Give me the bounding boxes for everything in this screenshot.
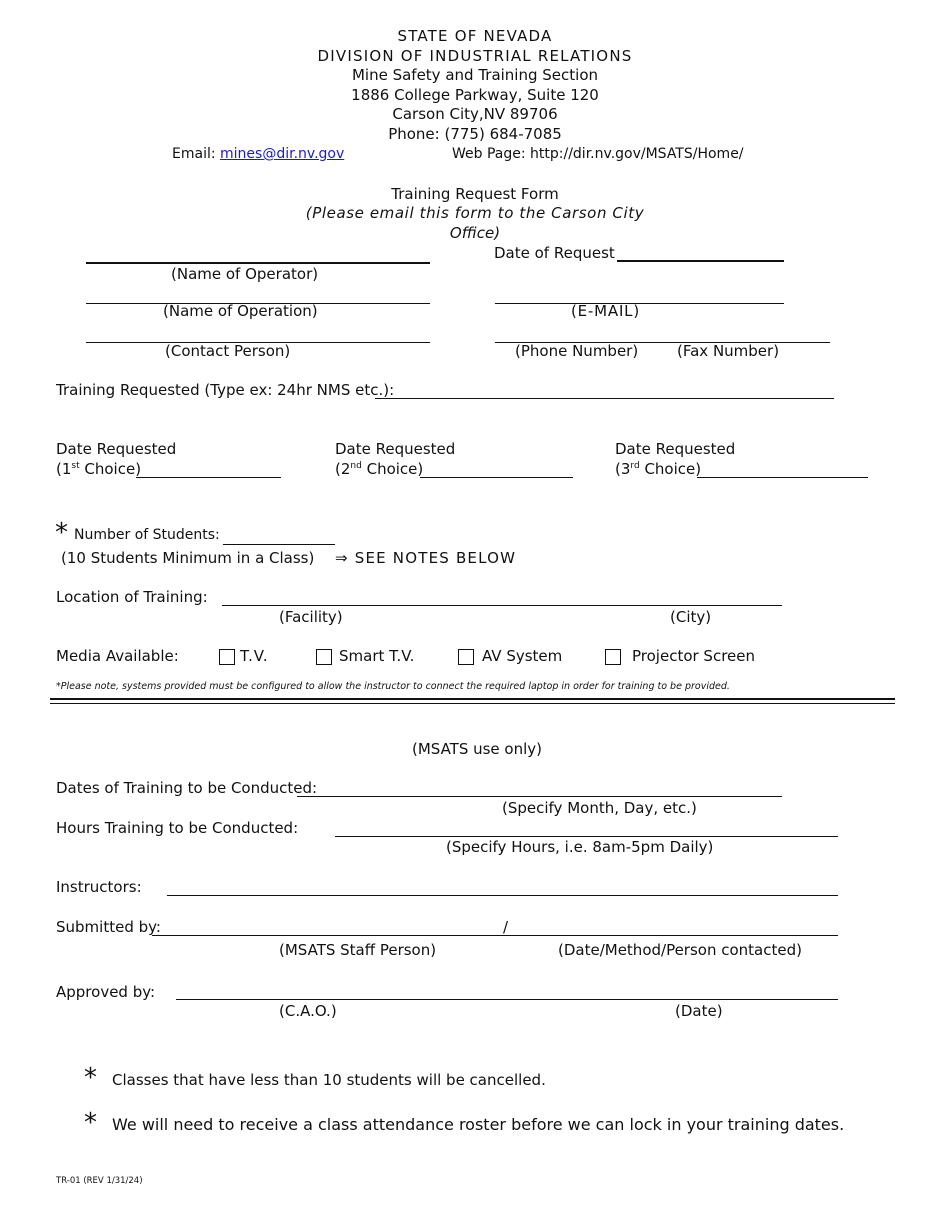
note-1-asterisk-icon: * [84, 1063, 97, 1093]
note-2-asterisk-icon: * [84, 1108, 97, 1138]
choice-1-label: (1st Choice) [56, 460, 142, 478]
email-label: Email: [172, 146, 216, 162]
form-code: TR-01 (REV 1/31/24) [56, 1176, 143, 1186]
email-block [172, 146, 344, 162]
specify-month-caption: (Specify Month, Day, etc.) [502, 799, 697, 817]
date-requested-1-label: Date Requested [56, 440, 177, 458]
number-of-students-field[interactable] [223, 544, 335, 545]
state-title: STATE OF NEVADA [397, 27, 553, 45]
training-requested-label: Training Requested (Type ex: 24hr NMS etc.): [56, 381, 395, 399]
facility-caption: (Facility) [279, 608, 343, 626]
form-subtitle-2: Office) [449, 224, 501, 242]
operator-name-caption: (Name of Operator) [171, 265, 319, 283]
contact-person-caption: (Contact Person) [165, 342, 291, 360]
dates-conducted-label: Dates of Training to be Conducted: [56, 779, 318, 797]
av-system-checkbox[interactable] [458, 649, 474, 665]
date-requested-3-label: Date Requested [615, 440, 736, 458]
location-field[interactable] [222, 605, 782, 606]
date-choice-1-field[interactable] [136, 477, 281, 478]
date-requested-2-label: Date Requested [335, 440, 456, 458]
note-1: Classes that have less than 10 students will be cancelled. [112, 1071, 546, 1089]
date-of-request-label: Date of Request [494, 244, 615, 262]
form-title: Training Request Form [391, 185, 559, 203]
submitted-by-label: Submitted by: [56, 918, 161, 936]
smart-tv-checkbox[interactable] [316, 649, 332, 665]
letterhead [0, 27, 950, 144]
see-notes-below: ⇒ SEE NOTES BELOW [335, 549, 517, 567]
address-line: 1886 College Parkway, Suite 120 [351, 85, 599, 104]
form-subtitle-1: (Please email this form to the Carson City [305, 204, 645, 222]
city-line: Carson City,NV 89706 [392, 105, 558, 123]
media-available-label: Media Available: [56, 647, 179, 665]
date-choice-3-field[interactable] [697, 477, 868, 478]
projector-screen-option-label: Projector Screen [632, 647, 756, 665]
date-caption: (Date) [675, 1002, 723, 1020]
choice-3-label: (3rd Choice) [615, 460, 702, 478]
instructors-field[interactable] [167, 895, 838, 896]
fax-number-caption: (Fax Number) [677, 342, 780, 360]
msats-use-only: (MSATS use only) [411, 740, 543, 758]
division-title: DIVISION OF INDUSTRIAL RELATIONS [317, 46, 633, 65]
date-of-request-field[interactable] [617, 260, 784, 262]
students-minimum-note: (10 Students Minimum in a Class) [61, 549, 315, 567]
phone-number-caption: (Phone Number) [515, 342, 639, 360]
hours-conducted-field[interactable] [335, 836, 838, 837]
hours-conducted-label: Hours Training to be Conducted: [56, 819, 299, 837]
cao-caption: (C.A.O.) [279, 1002, 337, 1020]
email-caption: (E-MAIL) [571, 302, 640, 320]
staff-person-caption: (MSATS Staff Person) [279, 941, 437, 959]
date-method-caption: (Date/Method/Person contacted) [558, 941, 802, 959]
submitted-by-field[interactable] [152, 935, 838, 936]
tv-checkbox[interactable] [219, 649, 235, 665]
dates-conducted-field[interactable] [297, 796, 782, 797]
tv-option-label: T.V. [240, 647, 269, 665]
approved-by-field[interactable] [176, 999, 838, 1000]
approved-by-label: Approved by: [56, 983, 156, 1001]
instructors-label: Instructors: [56, 878, 142, 896]
operator-name-field[interactable] [86, 262, 430, 264]
training-requested-field[interactable] [375, 398, 834, 399]
webpage-line: Web Page: http://dir.nv.gov/MSATS/Home/ [452, 146, 744, 162]
divider-bottom [50, 703, 895, 704]
email-link[interactable]: mines@dir.nv.gov [220, 146, 345, 162]
choice-2-label: (2nd Choice) [335, 460, 424, 478]
phone-line: Phone: (775) 684-7085 [388, 124, 562, 143]
asterisk-icon: * [55, 518, 68, 548]
number-of-students-label: Number of Students: [74, 527, 220, 543]
city-caption: (City) [670, 608, 712, 626]
submitted-separator: / [503, 918, 509, 936]
section-title: Mine Safety and Training Section [351, 66, 599, 84]
systems-note: *Please note, systems provided must be configured to allow the instructor to connect the required laptop in order for training to be provided. [56, 681, 730, 692]
location-of-training-label: Location of Training: [56, 588, 208, 606]
divider-top [50, 698, 895, 700]
specify-hours-caption: (Specify Hours, i.e. 8am-5pm Daily) [446, 838, 714, 856]
date-choice-2-field[interactable] [420, 477, 573, 478]
smart-tv-option-label: Smart T.V. [339, 647, 415, 665]
projector-screen-checkbox[interactable] [605, 649, 621, 665]
operation-name-caption: (Name of Operation) [163, 302, 318, 320]
av-system-option-label: AV System [482, 647, 563, 665]
note-2: We will need to receive a class attendance roster before we can lock in your training dates. [112, 1115, 845, 1134]
